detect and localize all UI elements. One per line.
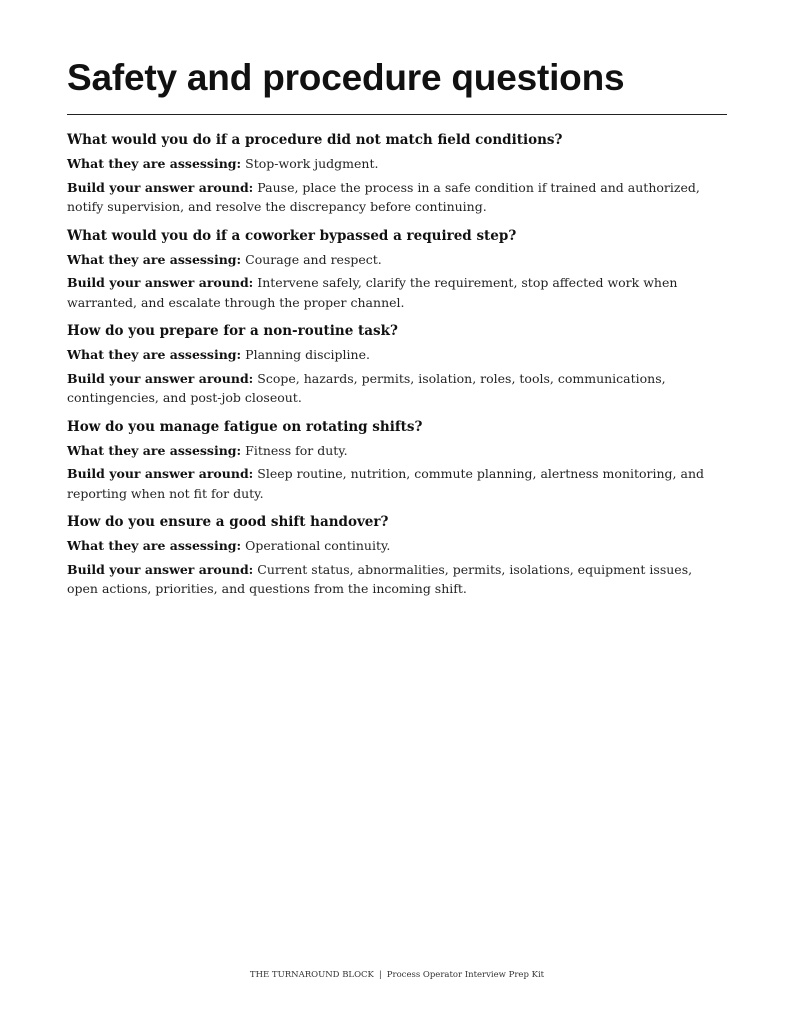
question-list — [67, 131, 727, 599]
assessing-text: Stop-work judgment. — [245, 156, 379, 171]
assessing-line — [67, 345, 727, 365]
answer-label: Build your answer around: — [67, 179, 254, 195]
question-heading: What would you do if a procedure did not match field conditions? — [67, 132, 563, 148]
question-heading: How do you manage fatigue on rotating shifts? — [67, 418, 423, 435]
question-item — [67, 513, 727, 599]
assessing-line — [67, 536, 727, 556]
document-page — [67, 56, 727, 609]
answer-text: Pause, place the process in a safe condition if trained and authorized, notify supervision, and resolve the discrepancy before continuing. — [67, 179, 700, 214]
footer-separator: | — [378, 970, 382, 980]
assessing-text: Operational continuity. — [245, 538, 391, 553]
answer-line — [67, 273, 727, 312]
question-item — [67, 418, 727, 504]
question-item — [67, 227, 727, 313]
answer-text: Scope, hazards, permits, isolation, roles, tools, communications, contingencies, and post-job closeout. — [67, 370, 666, 405]
assessing-label: What they are assessing: — [67, 251, 242, 267]
answer-label: Build your answer around: — [67, 275, 254, 290]
assessing-line — [67, 441, 727, 461]
answer-label: Build your answer around: — [67, 561, 254, 577]
question-heading: How do you ensure a good shift handover? — [67, 514, 389, 530]
assessing-text: Courage and respect. — [245, 251, 382, 267]
title-divider — [67, 114, 727, 115]
answer-text: Current status, abnormalities, permits, isolations, equipment issues, open actions, priorities, and questions from the incoming shift. — [67, 561, 693, 596]
question-heading: What would you do if a coworker bypassed a required step? — [67, 227, 517, 244]
footer-brand: THE TURNAROUND BLOCK — [249, 970, 374, 980]
assessing-label: What they are assessing: — [67, 442, 242, 458]
assessing-line — [67, 154, 727, 174]
assessing-text: Fitness for duty. — [245, 442, 348, 458]
answer-line — [67, 369, 727, 408]
footer-kit-name: Process Operator Interview Prep Kit — [386, 970, 545, 980]
assessing-text: Planning discipline. — [245, 347, 370, 362]
answer-line — [67, 560, 727, 599]
answer-line — [67, 178, 727, 217]
assessing-line — [67, 250, 727, 270]
answer-label: Build your answer around: — [67, 466, 254, 481]
answer-text: Intervene safely, clarify the requirement, stop affected work when warranted, and escalate through the proper channel. — [67, 275, 678, 310]
question-heading: How do you prepare for a non-routine task? — [67, 323, 398, 339]
answer-text: Sleep routine, nutrition, commute planning, alertness monitoring, and reporting when not fit for duty. — [67, 466, 705, 501]
page-footer — [0, 970, 794, 980]
page-title: Safety and procedure questions — [67, 57, 625, 98]
answer-line — [67, 464, 727, 503]
question-item — [67, 131, 727, 217]
assessing-label: What they are assessing: — [67, 156, 242, 171]
assessing-label: What they are assessing: — [67, 347, 242, 362]
assessing-label: What they are assessing: — [67, 538, 242, 553]
question-item — [67, 322, 727, 408]
answer-label: Build your answer around: — [67, 370, 254, 386]
